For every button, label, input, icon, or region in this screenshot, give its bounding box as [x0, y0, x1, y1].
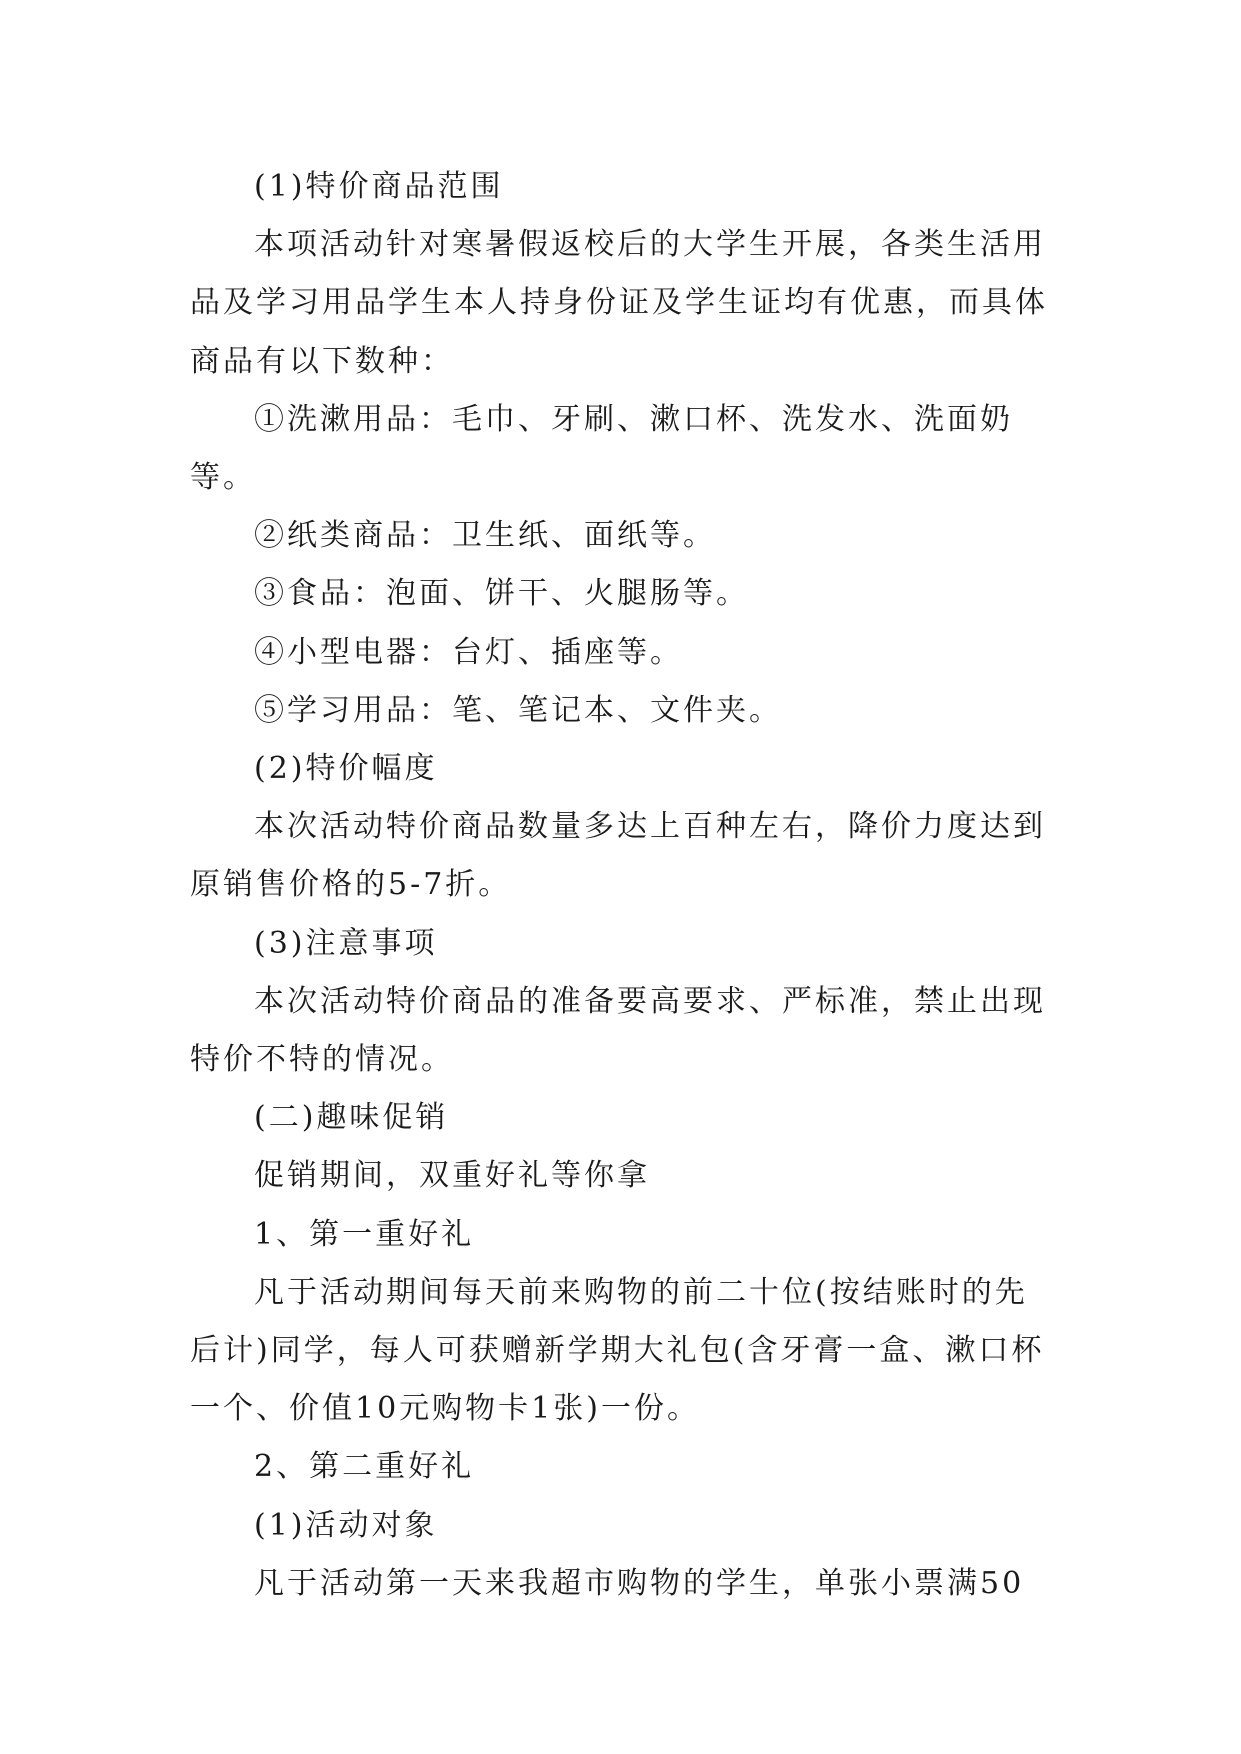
subheading-special-goods-range: (1)特价商品范围: [254, 169, 504, 204]
paragraph-activity-intro: 本项活动针对寒暑假返校后的大学生开展，各类生活用品及学习用品学生本人持身份证及学生证均有优惠，而具体商品有以下数种：: [190, 227, 1048, 379]
subheading-first-gift: 1、第一重好礼: [254, 1216, 475, 1252]
paragraph-notes-detail: 本次活动特价商品的准备要高要求、严标准，禁止出现特价不特的情况。: [190, 983, 1046, 1078]
document-body: [190, 158, 1054, 1613]
paragraph-first-gift-detail: 凡于活动期间每天前来购物的前二十位(按结账时的先后计)同学，每人可获赠新学期大礼包(含牙膏一盒、漱口杯一个、价值10元购物卡1张)一份。: [190, 1274, 1045, 1427]
list-item-paper-goods: ②纸类商品：卫生纸、面纸等。: [254, 518, 716, 554]
subheading-activity-target: (1)活动对象: [254, 1507, 438, 1543]
subheading-notes: (3)注意事项: [254, 925, 438, 961]
list-item-food: ③食品：泡面、饼干、火腿肠等。: [254, 576, 749, 612]
subheading-discount-range: (2)特价幅度: [254, 751, 438, 787]
paragraph-activity-target-detail: 凡于活动第一天来我超市购物的学生，单张小票满50: [254, 1565, 1025, 1601]
list-item-toiletries: ①洗漱用品：毛巾、牙刷、漱口杯、洗发水、洗面奶等。: [190, 401, 1013, 496]
paragraph-double-gift: 促销期间，双重好礼等你拿: [254, 1158, 650, 1194]
subheading-second-gift: 2、第二重好礼: [254, 1449, 475, 1485]
list-item-small-appliances: ④小型电器：台灯、插座等。: [254, 634, 683, 670]
section-heading-fun-promotion: (二)趣味促销: [254, 1100, 449, 1136]
list-item-study-supplies: ⑤学习用品：笔、笔记本、文件夹。: [254, 692, 782, 728]
paragraph-discount-detail: 本次活动特价商品数量多达上百种左右，降价力度达到原销售价格的5-7折。: [190, 809, 1046, 903]
